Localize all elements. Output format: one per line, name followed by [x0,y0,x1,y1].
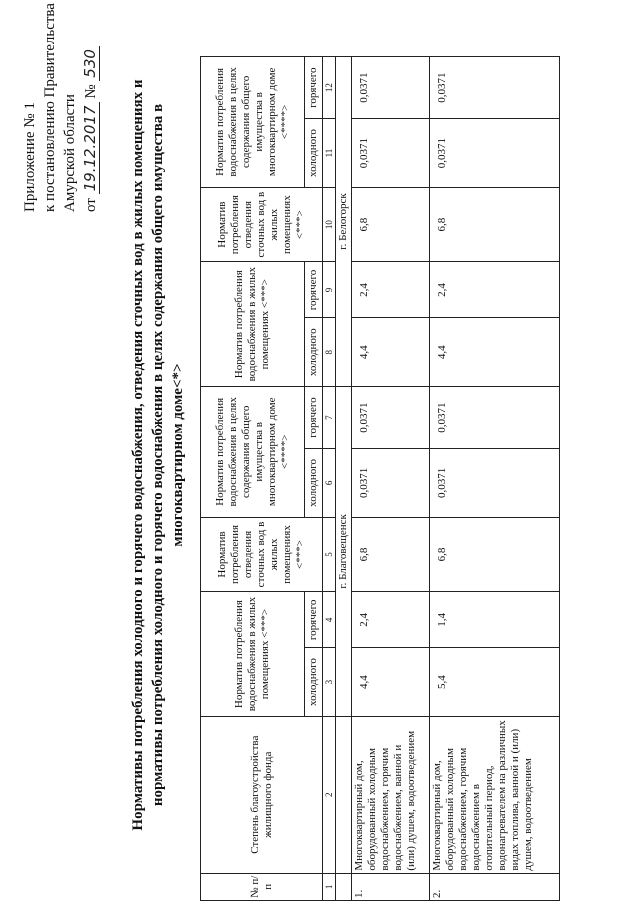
header-hot-4: горячего [305,57,323,119]
value-cell: 6,8 [430,517,560,592]
title-line-2: нормативы потребления холодного и горячего водоснабжения в целях содержания общего имущества в [150,103,166,807]
value-cell: 6,8 [430,187,560,262]
value-cell: 4,4 [430,318,560,386]
index-cell: 4 [323,592,336,648]
document-title [128,25,188,885]
value-cell: 2,4 [430,262,560,318]
header-living-drain-1: Норматив потребления отведения сточных вод в жилых помещениях <***> [201,517,323,592]
header-living-water-2: Норматив потребления водоснабжения в жилых помещениях <***> [201,262,305,386]
row-description: Многоквартирный дом, оборудованный холодным водоснабжением, горячим водоснабжением в отопительный период, водонагревателем на различных видах топлива, ванной и (или) душем, водоотведением [430,716,560,873]
row-number: 2. [430,873,560,900]
index-cell: 3 [323,648,336,716]
value-cell: 0,0371 [352,386,430,448]
header-cold-1: холодного [305,648,323,716]
header-living-water-1: Норматив потребления водоснабжения в жилых помещениях <***> [201,592,305,716]
header-cold-2: холодного [305,449,323,517]
index-cell: 9 [323,262,336,318]
value-cell: 0,0371 [352,57,430,119]
header-degree: Степень благоустройства жилищного фонда [201,716,323,873]
index-cell: 8 [323,318,336,386]
header-num: № п/п [201,873,323,900]
table-row [352,57,430,901]
value-cell: 0,0371 [430,57,560,119]
city-label-blagoveshchensk: г. Благовещенск [336,386,352,716]
appendix-block [20,0,101,212]
index-cell: 1 [323,873,336,900]
value-cell: 1,4 [430,592,560,648]
city-row-spacer [336,716,352,873]
appendix-region: Амурской области [62,94,78,212]
norms-table [200,56,560,901]
value-cell: 4,4 [352,318,430,386]
index-cell: 2 [323,716,336,873]
value-cell: 6,8 [352,187,430,262]
title-line-3: многоквартирном доме<*> [170,363,186,547]
header-hot-1: горячего [305,592,323,648]
value-cell: 4,4 [352,648,430,716]
value-cell: 0,0371 [352,119,430,187]
header-living-drain-2: Норматив потребления отведения сточных вод в жилых помещениях <***> [201,187,323,262]
number-prefix: № [83,84,99,99]
index-cell: 10 [323,187,336,262]
value-cell: 0,0371 [430,119,560,187]
table-row [430,57,560,901]
appendix-title: Приложение № 1 [22,102,38,212]
value-cell: 0,0371 [352,449,430,517]
value-cell: 6,8 [352,517,430,592]
index-cell: 11 [323,119,336,187]
index-cell: 5 [323,517,336,592]
handwritten-date: 19.12.2017 [81,103,100,195]
index-cell: 7 [323,386,336,448]
index-cell: 12 [323,57,336,119]
city-label-belogorsk: г. Белогорск [336,57,352,387]
value-cell: 0,0371 [430,449,560,517]
header-common-water-1: Норматив потребления водоснабжения в целях содержания общего имущества в многоквартирном доме <****> [201,386,305,517]
title-line-1: Нормативы потребления холодного и горячего водоснабжения, отведения сточных вод в жилых помещениях и [130,79,146,831]
city-row-spacer [336,873,352,900]
row-number: 1. [352,873,430,900]
appendix-date-line [80,0,101,212]
row-description: Многоквартирный дом, оборудованный холодным водоснабжением, горячим водоснабжением, ванной и (или) душем, водоотведением [352,716,430,873]
index-cell: 6 [323,449,336,517]
header-cold-4: холодного [305,119,323,187]
value-cell: 0,0371 [430,386,560,448]
header-hot-2: горячего [305,386,323,448]
header-hot-3: горячего [305,262,323,318]
value-cell: 5,4 [430,648,560,716]
value-cell: 2,4 [352,592,430,648]
header-common-water-2: Норматив потребления водоснабжения в целях содержания общего имущества в многоквартирном доме <****> [201,57,305,188]
value-cell: 2,4 [352,262,430,318]
handwritten-number: 530 [81,46,100,81]
header-cold-3: холодного [305,318,323,386]
date-prefix: от [83,198,99,212]
appendix-decree: к постановлению Правительства [42,3,58,212]
